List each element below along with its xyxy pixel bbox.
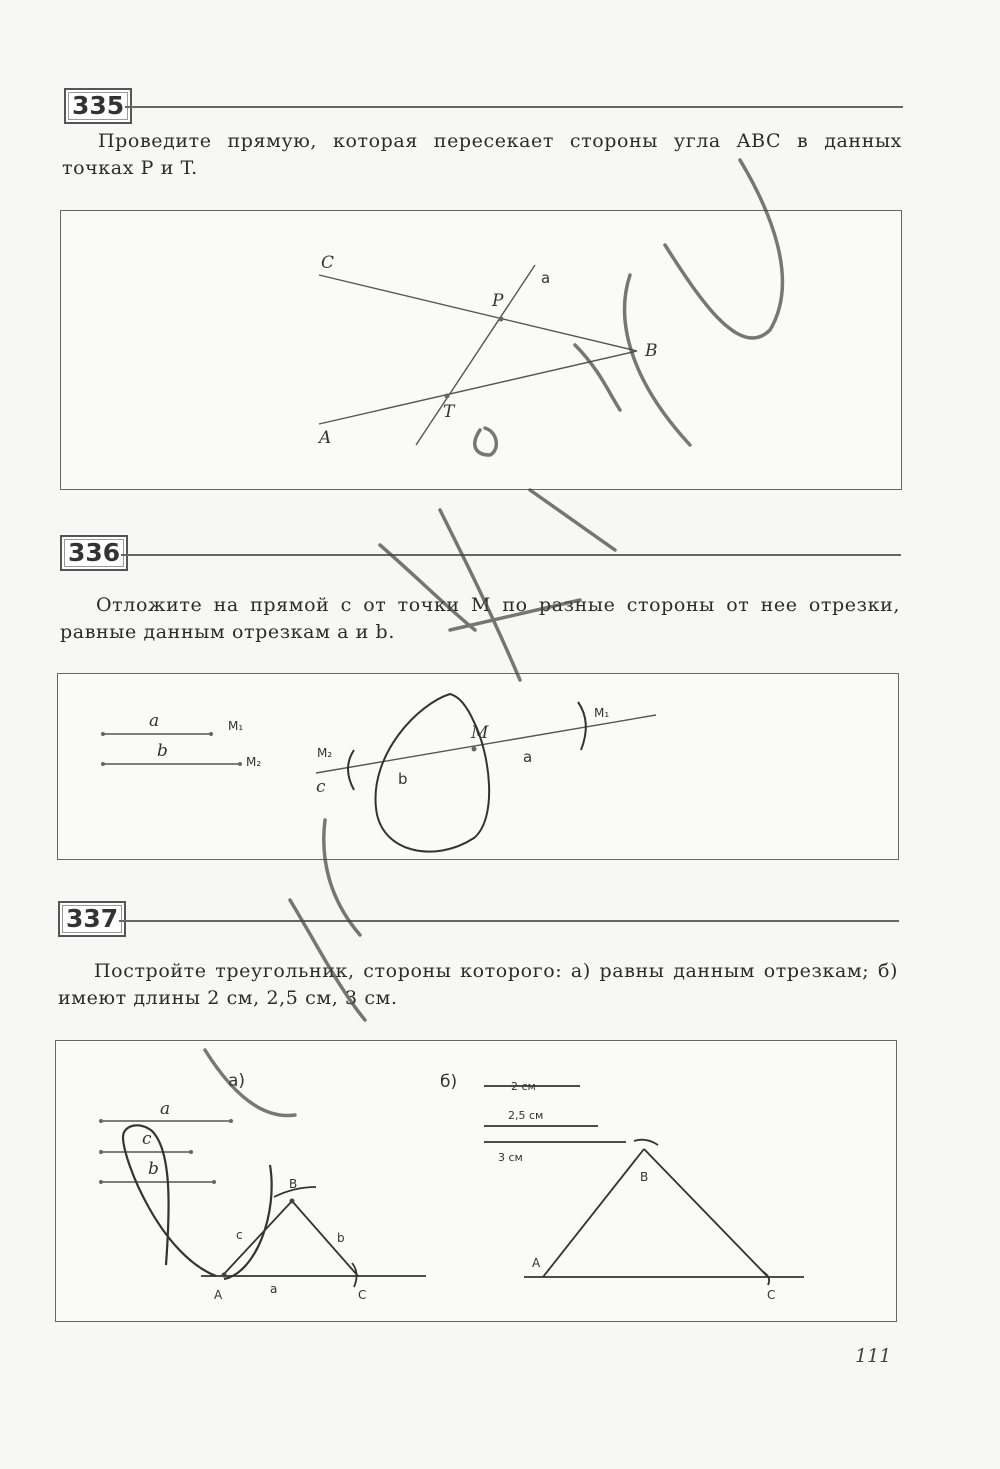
label-vertex-c2: C — [767, 1288, 776, 1302]
label-side-a: a — [270, 1282, 278, 1296]
segment-a-start — [101, 732, 105, 736]
label-line-a: a — [541, 269, 551, 287]
figure-box-336 — [57, 673, 899, 860]
task-rule-336 — [121, 554, 901, 556]
label-length-2: 2,5 см — [508, 1109, 544, 1122]
label-segment-b: b — [148, 1159, 159, 1179]
label-side-b: b — [337, 1231, 345, 1245]
figure-335 — [61, 211, 901, 489]
point-t — [445, 394, 450, 399]
label-part-b: б) — [440, 1072, 458, 1092]
task-rule-335 — [125, 106, 903, 108]
label-m1: M₁ — [228, 719, 244, 733]
arc-c — [352, 1263, 357, 1287]
label-vertex-c: C — [358, 1288, 367, 1302]
label-c: C — [321, 253, 335, 273]
line-pt — [416, 265, 535, 445]
label-c: c — [316, 777, 326, 797]
figure-box-335 — [60, 210, 902, 490]
label-arc-m2: M₂ — [317, 746, 333, 760]
label-a: A — [319, 428, 332, 448]
label-vertex-a: A — [214, 1288, 223, 1302]
figure-box-337 — [55, 1040, 897, 1322]
segment-a-end — [229, 1119, 233, 1123]
label-m2: M₂ — [246, 755, 262, 769]
label-arc-m1: M₁ — [594, 706, 610, 720]
side-b — [292, 1201, 358, 1276]
side-ab — [543, 1149, 644, 1277]
label-seg-a: a — [523, 748, 533, 766]
segment-b-end — [238, 762, 242, 766]
side-c — [224, 1201, 292, 1274]
task-text-336: Отложите на прямой c от точки M по разные стороны от нее отрезки, равные данным отрезкам a и b. — [60, 594, 900, 643]
label-segment-a: a — [149, 711, 160, 731]
side-bc — [644, 1149, 768, 1277]
vertex-b — [290, 1199, 295, 1204]
arc-m1 — [578, 702, 586, 750]
ray-ba — [319, 351, 637, 424]
mark-5 — [530, 490, 615, 550]
label-m: M — [471, 723, 489, 743]
label-part-a: а) — [228, 1071, 246, 1091]
ray-bc — [319, 275, 637, 351]
label-vertex-b2: B — [640, 1170, 649, 1184]
point-p — [499, 317, 504, 322]
label-side-c: c — [236, 1228, 243, 1242]
label-length-1: 2 см — [511, 1080, 536, 1093]
page-number: 111 — [855, 1345, 892, 1367]
task-rule-337 — [119, 920, 899, 922]
arc-b2 — [634, 1140, 658, 1145]
figure-337 — [56, 1041, 896, 1321]
label-t: T — [443, 402, 455, 422]
task-text-337: Постройте треугольник, стороны которого: а) равны данным отрезкам; б) имеют длины 2 см, 2,5 см, 3 см. — [58, 960, 898, 1009]
label-vertex-a2: A — [532, 1256, 541, 1270]
arc-m2 — [348, 750, 354, 790]
handwritten-loop — [375, 694, 489, 852]
segment-c-end — [189, 1150, 193, 1154]
label-p: P — [492, 291, 504, 311]
segment-a-start — [99, 1119, 103, 1123]
segment-c-start — [99, 1150, 103, 1154]
task-number-335: 335 — [64, 88, 132, 124]
figure-336 — [58, 674, 898, 859]
task-number-336: 336 — [60, 535, 128, 571]
handwritten-stroke — [224, 1165, 272, 1279]
label-seg-b: b — [398, 770, 408, 788]
segment-b-end — [212, 1180, 216, 1184]
label-vertex-b: B — [289, 1177, 298, 1191]
point-m — [472, 747, 477, 752]
handwritten-loop — [123, 1125, 216, 1276]
label-segment-b: b — [157, 741, 168, 761]
label-length-3: 3 см — [498, 1151, 523, 1164]
label-segment-c: c — [142, 1129, 152, 1149]
task-number-337: 337 — [58, 901, 126, 937]
segment-b-start — [99, 1180, 103, 1184]
task-text-335: Проведите прямую, которая пересекает стороны угла ABC в данных точках P и T. — [62, 130, 902, 179]
label-b: B — [645, 341, 658, 361]
label-segment-a: a — [160, 1099, 171, 1119]
segment-b-start — [101, 762, 105, 766]
vertex-a — [222, 1273, 227, 1278]
segment-a-end — [209, 732, 213, 736]
triangle-a — [201, 1187, 426, 1287]
